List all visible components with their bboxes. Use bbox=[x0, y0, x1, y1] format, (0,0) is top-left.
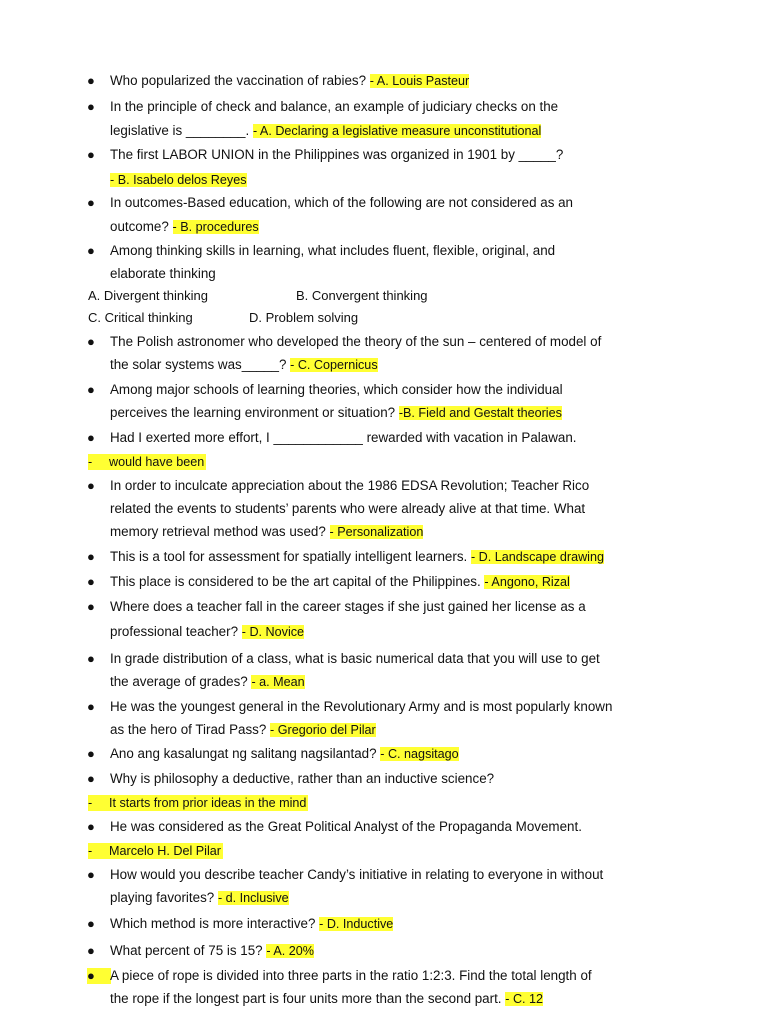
question-17-line-1: He was considered as the Great Political Analyst of the Propaganda Movement. bbox=[110, 819, 582, 834]
question-6-line-2 bbox=[110, 357, 378, 373]
bullet-icon: ● bbox=[87, 549, 95, 564]
answer-highlight: - C. Copernicus bbox=[290, 358, 378, 372]
question-7-line-1: Among major schools of learning theories, which consider how the individual bbox=[110, 382, 563, 397]
question-16-answer bbox=[88, 795, 308, 811]
bullet-icon: ● bbox=[87, 574, 95, 589]
option-c: C. Critical thinking bbox=[88, 310, 193, 325]
answer-highlight: - Angono, Rizal bbox=[484, 575, 570, 589]
bullet-icon: ● bbox=[87, 99, 95, 114]
question-2-line-1: In the principle of check and balance, an example of judiciary checks on the bbox=[110, 99, 559, 114]
question-text: as the hero of Tirad Pass? bbox=[110, 722, 271, 737]
answer-highlight: -B. Field and Gestalt theories bbox=[398, 406, 562, 420]
question-12-line-2 bbox=[110, 624, 304, 640]
answer-highlight: - D. Landscape drawing bbox=[470, 550, 604, 564]
question-10 bbox=[110, 549, 604, 565]
bullet-icon: ● bbox=[87, 430, 95, 445]
question-text: the solar systems was_____? bbox=[110, 357, 291, 372]
answer-highlight: - D. Inductive bbox=[319, 917, 394, 931]
question-4-line-2 bbox=[110, 219, 259, 235]
question-19 bbox=[110, 916, 393, 932]
question-4-line-1: In outcomes-Based education, which of the following are not considered as an bbox=[110, 195, 574, 210]
bullet-icon: ● bbox=[87, 699, 95, 714]
question-17-answer bbox=[88, 843, 223, 859]
question-text: outcome? bbox=[110, 219, 173, 234]
answer-highlight: Marcelo H. Del Pilar bbox=[109, 844, 221, 858]
question-text: What percent of 75 is 15? bbox=[110, 943, 267, 958]
bullet-icon: ● bbox=[87, 867, 95, 882]
option-b: B. Convergent thinking bbox=[296, 288, 428, 303]
question-18-line-2 bbox=[110, 890, 289, 906]
answer-highlight: would have been bbox=[109, 455, 205, 469]
option-a: A. Divergent thinking bbox=[88, 288, 208, 303]
question-3-line-1: The first LABOR UNION in the Philippines was organized in 1901 by _____? bbox=[110, 147, 564, 162]
dash-icon: - bbox=[88, 455, 93, 469]
question-9-line-1: In order to inculcate appreciation about the 1986 EDSA Revolution; Teacher Rico bbox=[110, 478, 590, 493]
answer-highlight: - C. nagsitago bbox=[380, 747, 459, 761]
question-13-line-1: In grade distribution of a class, what is basic numerical data that you will use to get bbox=[110, 651, 600, 666]
answer-highlight: - D. Novice bbox=[241, 625, 305, 639]
bullet-icon: ● bbox=[87, 334, 95, 349]
answer-highlight: - A. 20% bbox=[266, 944, 314, 958]
bullet-icon: ● bbox=[87, 943, 95, 958]
question-1 bbox=[110, 73, 469, 89]
answer-highlight: - Personalization bbox=[329, 525, 424, 539]
bullet-icon: ● bbox=[87, 73, 95, 88]
question-20 bbox=[110, 943, 314, 959]
bullet-icon: ● bbox=[87, 916, 95, 931]
bullet-icon: ● bbox=[87, 382, 95, 397]
bullet-icon: ● bbox=[87, 195, 95, 210]
question-8-answer bbox=[88, 454, 206, 470]
bullet-icon: ● bbox=[87, 147, 95, 162]
option-d: D. Problem solving bbox=[249, 310, 359, 325]
question-text: the average of grades? bbox=[110, 674, 252, 689]
bullet-icon: ● bbox=[87, 478, 95, 493]
bullet-icon: ● bbox=[87, 819, 95, 834]
answer-highlight: It starts from prior ideas in the mind bbox=[109, 796, 307, 810]
question-18-line-1: How would you describe teacher Candy’s initiative in relating to everyone in without bbox=[110, 867, 604, 882]
question-text: This is a tool for assessment for spatially intelligent learners. bbox=[110, 549, 471, 564]
dash-icon: - bbox=[88, 844, 93, 858]
bullet-icon: ● bbox=[87, 651, 95, 666]
question-14-line-1: He was the youngest general in the Revolutionary Army and is most popularly known bbox=[110, 699, 613, 714]
question-text: professional teacher? bbox=[110, 624, 242, 639]
bullet-icon: ● bbox=[87, 599, 95, 614]
question-text: perceives the learning environment or situation? bbox=[110, 405, 399, 420]
bullet-icon: ● bbox=[87, 746, 95, 761]
answer-highlight: - B. procedures bbox=[172, 220, 259, 234]
bullet-icon: ● bbox=[87, 968, 111, 984]
question-2-line-2 bbox=[110, 123, 541, 139]
question-text: playing favorites? bbox=[110, 890, 218, 905]
bullet-icon: ● bbox=[87, 243, 95, 258]
question-text: Who popularized the vaccination of rabies? bbox=[110, 73, 370, 88]
question-text: Which method is more interactive? bbox=[110, 916, 320, 931]
question-9-line-2: related the events to students’ parents who were already alive at that time. What bbox=[110, 501, 586, 516]
question-21-line-1: A piece of rope is divided into three parts in the ratio 1:2:3. Find the total length of bbox=[110, 968, 592, 983]
question-3-answer bbox=[110, 172, 247, 188]
answer-highlight: - B. Isabelo delos Reyes bbox=[110, 173, 247, 187]
question-5-line-1: Among thinking skills in learning, what includes fluent, flexible, original, and bbox=[110, 243, 556, 258]
question-12-line-1: Where does a teacher fall in the career stages if she just gained her license as a bbox=[110, 599, 586, 614]
question-text: Ano ang kasalungat ng salitang nagsilantad? bbox=[110, 746, 381, 761]
question-text: the rope if the longest part is four units more than the second part. bbox=[110, 991, 506, 1006]
question-13-line-2 bbox=[110, 674, 305, 690]
question-14-line-2 bbox=[110, 722, 376, 738]
question-6-line-1: The Polish astronomer who developed the theory of the sun – centered of model of bbox=[110, 334, 602, 349]
answer-highlight: - a. Mean bbox=[251, 675, 305, 689]
question-text: memory retrieval method was used? bbox=[110, 524, 330, 539]
question-16-line-1: Why is philosophy a deductive, rather than an inductive science? bbox=[110, 771, 495, 786]
answer-highlight: - d. Inclusive bbox=[217, 891, 289, 905]
dash-icon: - bbox=[88, 796, 93, 810]
answer-highlight: - A. Declaring a legislative measure unconstitutional bbox=[252, 124, 542, 138]
question-8-line-1: Had I exerted more effort, I ____________ rewarded with vacation in Palawan. bbox=[110, 430, 577, 445]
bullet-icon: ● bbox=[87, 771, 95, 786]
question-9-line-3 bbox=[110, 524, 423, 540]
question-5-line-2: elaborate thinking bbox=[110, 266, 216, 281]
question-11 bbox=[110, 574, 570, 590]
question-21-line-2 bbox=[110, 991, 543, 1007]
answer-highlight: - A. Louis Pasteur bbox=[369, 74, 470, 88]
answer-highlight: - Gregorio del Pilar bbox=[270, 723, 376, 737]
question-text: legislative is ________. bbox=[110, 123, 253, 138]
question-text: This place is considered to be the art capital of the Philippines. bbox=[110, 574, 485, 589]
question-7-line-2 bbox=[110, 405, 562, 421]
answer-highlight: - C. 12 bbox=[505, 992, 544, 1006]
question-15 bbox=[110, 746, 459, 762]
